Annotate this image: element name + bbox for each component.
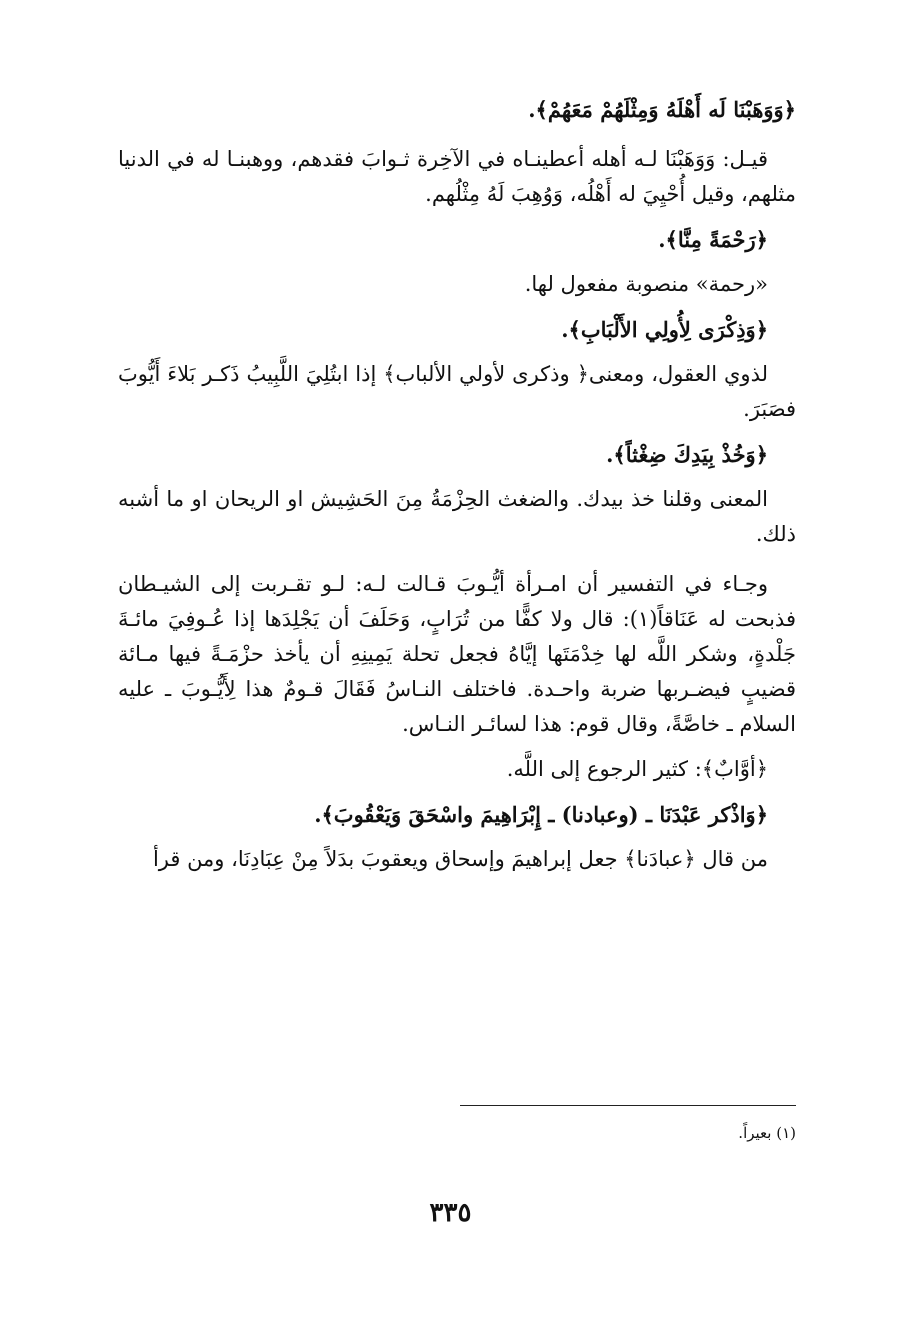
commentary-paragraph: ﴿أوَّابٌ﴾: كثير الرجوع إلى اللَّه.	[506, 757, 768, 781]
commentary-paragraph: وجـاء في التفسير أن امـرأة أيُّـوبَ قـالت لـه: لـو تقـربت إلى الشيـطان فذبحت له عَنَاقاً(١): قال ولا كفًّا من تُرَابٍ، وَحَلَفَ أن يَجْلِدَها إذا عُـوفِيَ مائـةَ جَلْدةٍ، وشكر اللَّه لها خِدْمَتَها إيَّاهُ فجعل تحلة يَمِينِهِ أن يأخذ حزْمَـةً فيها مـائة قضيبٍ فيضـربها ضربة واحـدة. فاختلف النـاسُ فَقَالَ قـومٌ هذا لِأَيُّـوبَ ـ عليه السلام ـ خاصَّةً، وقال قوم: هذا لسائـر النـاس.	[118, 572, 796, 736]
commentary-paragraph: قيـل: وَوَهَبْنَا لـه أهله أعطينـاه في الآخِرة ثـوابَ فقدهم، ووهبنـا له في الدنيا مثلهم، وقيل أُحْيِيَ له أَهْلُه، وَوُهِبَ لَهُ مِثْلُهم.	[118, 147, 796, 206]
footnote: (١) بعيراً.	[738, 1124, 796, 1142]
commentary-paragraph: من قال ﴿عبادَنا﴾ جعل إبراهيمَ وإسحاق ويعقوبَ بدَلاً مِنْ عِبَادِنَا، ومن قرأ	[152, 847, 768, 871]
quran-verse: ﴿وَخُذْ بِيَدِكَ ضِغْثاً﴾.	[606, 442, 768, 467]
main-text	[118, 92, 796, 877]
quran-verse: ﴿وَذِكْرَى لِأُولِي الأَلْبَابِ﴾.	[561, 317, 768, 342]
commentary-paragraph: لذوي العقول، ومعنى﴿ وذكرى لأولي الألباب﴾ إذا ابتُلِيَ اللَّبِيبُ ذَكـر بَلاءَ أَيُّوبَ فصَبَرَ.	[118, 362, 796, 421]
commentary-paragraph: المعنى وقلنا خذ بيدك. والضغث الحِزْمَةُ مِنَ الحَشِيش او الريحان او ما أشبه ذلك.	[118, 487, 796, 546]
page-number: ٣٣٥	[429, 1198, 472, 1228]
quran-verse: ﴿وَاذْكر عَبْدَنَا ـ (وعبادنا) ـ إِبْرَاهِيمَ واسْحَقَ وَيَعْقُوبَ﴾.	[314, 802, 768, 827]
footnote-divider	[460, 1105, 796, 1106]
quran-verse: ﴿رَحْمَةً مِنَّا﴾.	[658, 227, 768, 252]
quran-verse: ﴿وَوَهَبْنَا لَه أَهْلَهُ وَمِثْلَهُمْ مَعَهُمْ﴾.	[528, 97, 796, 122]
commentary-paragraph: «رحمة» منصوبة مفعول لها.	[524, 272, 768, 296]
